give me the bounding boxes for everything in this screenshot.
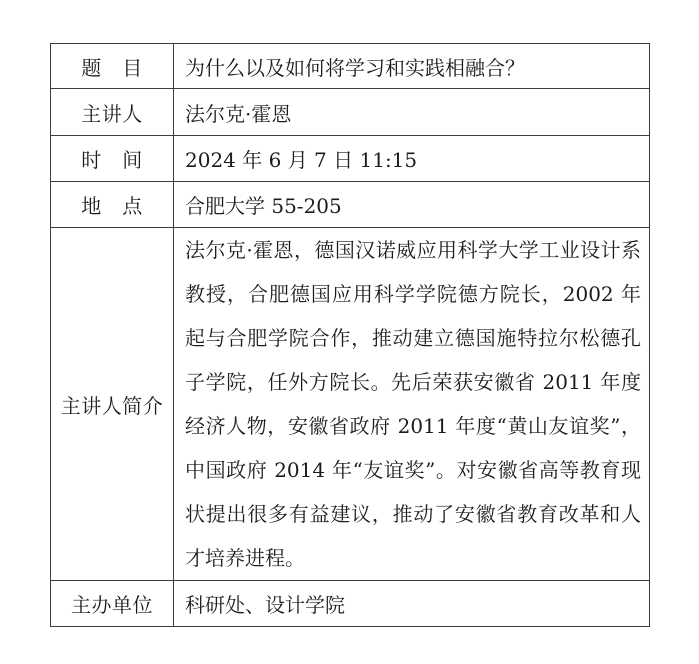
organizer-label: 主办单位: [51, 581, 174, 627]
speaker-bio-value: 法尔克·霍恩，德国汉诺威应用科学大学工业设计系教授，合肥德国应用科学学院德方院长，2002 年起与合肥学院合作，推动建立德国施特拉尔松德孔子学院，任外方院长。先后荣获安徽省 2011 年度经济人物，安徽省政府 2011 年度“黄山友谊奖”，中国政府 2014 年“友谊奖”。对安徽省高等教育现状提出很多有益建议，推动了安徽省教育改革和人才培养进程。: [174, 228, 650, 581]
time-label: 时 间: [51, 136, 174, 182]
title-value: 为什么以及如何将学习和实践相融合？: [174, 44, 650, 89]
speaker-bio-label: 主讲人简介: [51, 228, 174, 581]
speaker-value: 法尔克·霍恩: [174, 89, 650, 136]
speaker-label: 主讲人: [51, 89, 174, 136]
location-value: 合肥大学 55-205: [174, 182, 650, 228]
lecture-info-table: [50, 43, 650, 627]
row-time: [51, 136, 650, 182]
row-organizer: [51, 581, 650, 627]
row-title: [51, 44, 650, 89]
location-label: 地 点: [51, 182, 174, 228]
row-speaker-bio: [51, 228, 650, 581]
title-label: 题 目: [51, 44, 174, 89]
row-location: [51, 182, 650, 228]
time-value: 2024 年 6 月 7 日 11:15: [174, 136, 650, 182]
organizer-value: 科研处、设计学院: [174, 581, 650, 627]
row-speaker: [51, 89, 650, 136]
